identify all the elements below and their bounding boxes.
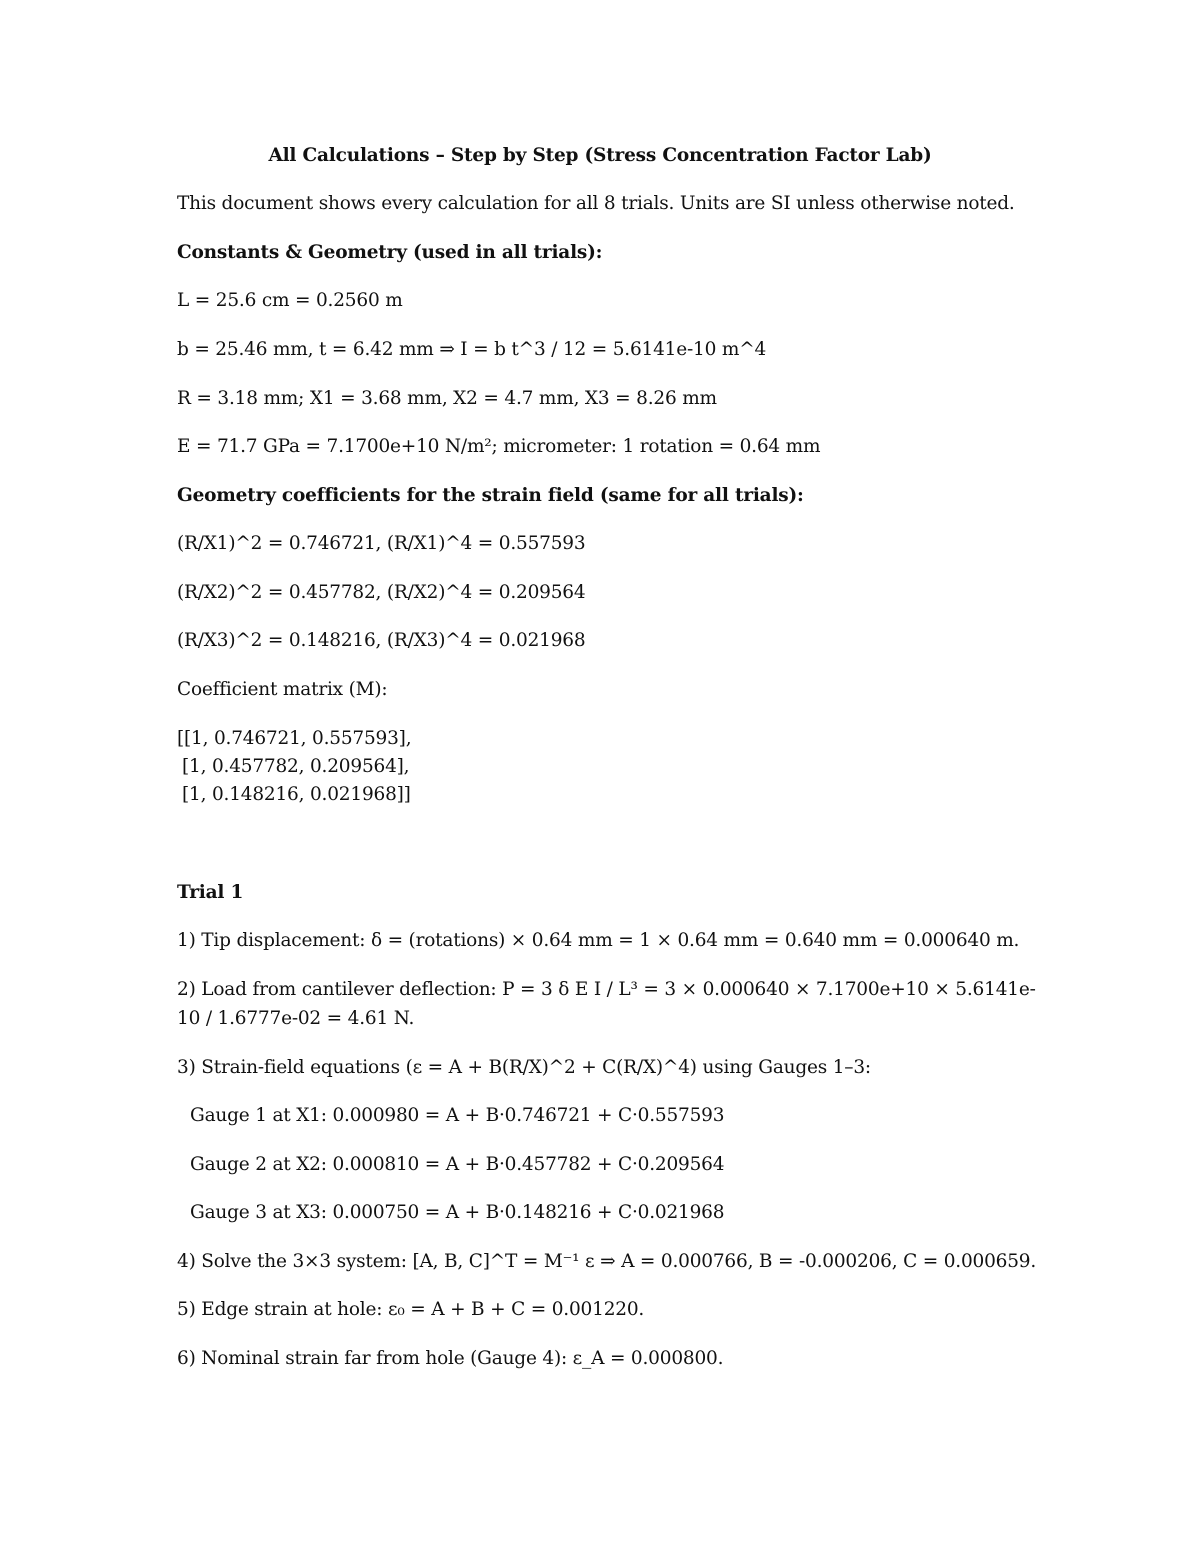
step-2-load-line-1: 2) Load from cantilever deflection: P = 3 δ E I / L³ = 3 × 0.000640 × 7.1700e+10 × 5.6141e- — [177, 979, 1036, 1000]
coefficient-x3: (R/X3)^2 = 0.148216, (R/X3)^4 = 0.021968 — [177, 630, 586, 651]
intro-paragraph: This document shows every calculation for all 8 trials. Units are SI unless otherwise noted. — [177, 193, 1015, 214]
gauge-1-equation: Gauge 1 at X1: 0.000980 = A + B·0.746721 + C·0.557593 — [190, 1105, 725, 1126]
document-title: All Calculations – Step by Step (Stress Concentration Factor Lab) — [268, 145, 932, 166]
matrix-row-1: [[1, 0.746721, 0.557593], — [177, 728, 412, 749]
constant-length: L = 25.6 cm = 0.2560 m — [177, 290, 403, 311]
constants-heading: Constants & Geometry (used in all trials): — [177, 242, 603, 263]
constant-radii: R = 3.18 mm; X1 = 3.68 mm, X2 = 4.7 mm, X3 = 8.26 mm — [177, 388, 717, 409]
step-5-edge-strain: 5) Edge strain at hole: ε₀ = A + B + C = 0.001220. — [177, 1299, 645, 1320]
coefficient-x2: (R/X2)^2 = 0.457782, (R/X2)^4 = 0.209564 — [177, 582, 586, 603]
trial-heading: Trial 1 — [177, 882, 244, 903]
matrix-row-3: [1, 0.148216, 0.021968]] — [182, 784, 411, 805]
matrix-row-2: [1, 0.457782, 0.209564], — [182, 756, 410, 777]
coefficient-x1: (R/X1)^2 = 0.746721, (R/X1)^4 = 0.557593 — [177, 533, 586, 554]
geometry-heading: Geometry coefficients for the strain field (same for all trials): — [177, 485, 804, 506]
matrix-label: Coefficient matrix (M): — [177, 679, 388, 700]
constant-inertia: b = 25.46 mm, t = 6.42 mm ⇒ I = b t^3 / 12 = 5.6141e-10 m^4 — [177, 339, 767, 360]
step-3-equations: 3) Strain-field equations (ε = A + B(R/X)^2 + C(R/X)^4) using Gauges 1–3: — [177, 1057, 871, 1078]
step-2-load-line-2: 10 / 1.6777e-02 = 4.61 N. — [177, 1008, 415, 1029]
gauge-2-equation: Gauge 2 at X2: 0.000810 = A + B·0.457782 + C·0.209564 — [190, 1154, 725, 1175]
constant-modulus: E = 71.7 GPa = 7.1700e+10 N/m²; micrometer: 1 rotation = 0.64 mm — [177, 436, 821, 457]
step-1-displacement: 1) Tip displacement: δ = (rotations) × 0.64 mm = 1 × 0.64 mm = 0.640 mm = 0.000640 m. — [177, 930, 1020, 951]
step-6-nominal-strain: 6) Nominal strain far from hole (Gauge 4): ε_A = 0.000800. — [177, 1348, 724, 1369]
gauge-3-equation: Gauge 3 at X3: 0.000750 = A + B·0.148216 + C·0.021968 — [190, 1202, 725, 1223]
step-4-solve: 4) Solve the 3×3 system: [A, B, C]^T = M⁻¹ ε ⇒ A = 0.000766, B = -0.000206, C = 0.000659. — [177, 1251, 1037, 1272]
